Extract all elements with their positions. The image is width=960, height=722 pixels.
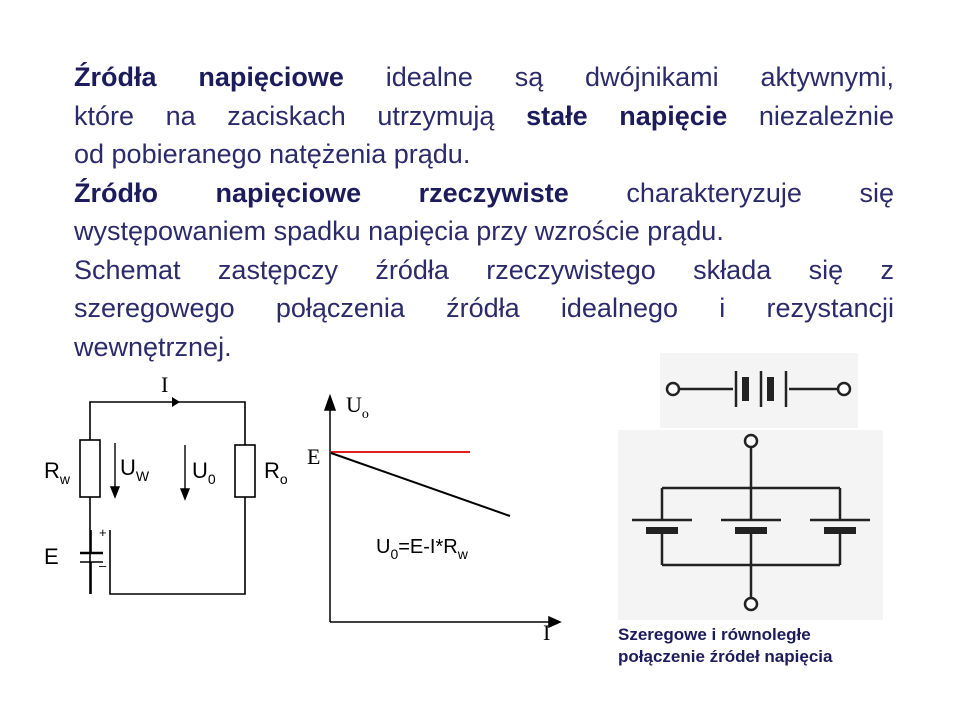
term-ideal-sources: Źródła napięciowe [74, 62, 344, 92]
term-constant-voltage: stałe napięcie [526, 100, 728, 131]
circuit-wires [90, 402, 245, 594]
caption-line: połączenie źródeł napięcia [618, 647, 833, 666]
formula-subscript: w [457, 546, 468, 562]
resistor-ro [235, 445, 255, 497]
text-line: występowaniem spadku napięcia przy wzroście prądu. [74, 216, 724, 246]
caption-line: Szeregowe i równoległe [618, 625, 811, 644]
formula [376, 536, 468, 562]
ro-label [264, 458, 288, 487]
rw-label [44, 458, 70, 487]
text-span: charakteryzuje się [626, 177, 894, 208]
graph-y-label [346, 392, 369, 423]
ro-subscript: o [279, 471, 288, 487]
text-line: od pobieranego natężenia prądu. [74, 139, 471, 169]
current-label: I [161, 372, 169, 397]
u0-label [192, 458, 216, 487]
y-letter: U [346, 392, 362, 417]
y-subscript: o [361, 407, 369, 422]
term-real-source: Źródło napięciowe rzeczywiste [74, 177, 569, 208]
formula-subscript: 0 [390, 546, 399, 562]
u0-letter: U [192, 458, 208, 483]
uw-subscript: W [135, 468, 150, 484]
formula-part: U [376, 536, 391, 558]
plus-sign: + [99, 525, 107, 540]
rw-subscript: w [59, 471, 71, 487]
minus-sign: – [99, 558, 107, 573]
text-span: niezależnie [758, 100, 894, 131]
series-battery-bg [660, 353, 858, 428]
ro-letter: R [264, 458, 280, 483]
formula-part: =E-I*R [398, 536, 458, 558]
real-source-line [331, 453, 510, 516]
parallel-battery-plates [646, 527, 856, 534]
text-line: Schemat zastępczy źródła rzeczywistego składa się z [74, 254, 894, 285]
text-span: idealne są dwójnikami aktywnymi, [385, 62, 894, 92]
rw-letter: R [44, 458, 60, 483]
resistor-rw [80, 440, 100, 497]
current-arrow-icon [172, 397, 180, 407]
text-line: wewnętrznej. [74, 331, 232, 362]
e-label: E [44, 544, 59, 569]
uw-letter: U [120, 455, 136, 480]
text-span: które na zaciskach utrzymują [74, 100, 495, 131]
graph-axes [325, 396, 560, 627]
uw-label [120, 455, 149, 484]
u0-subscript: 0 [207, 471, 216, 487]
caption [618, 624, 832, 668]
graph-e-label: E [307, 444, 321, 469]
graph-x-label: I [543, 620, 551, 645]
text-line: szeregowego połączenia źródła idealnego i rezystancji [74, 293, 894, 323]
